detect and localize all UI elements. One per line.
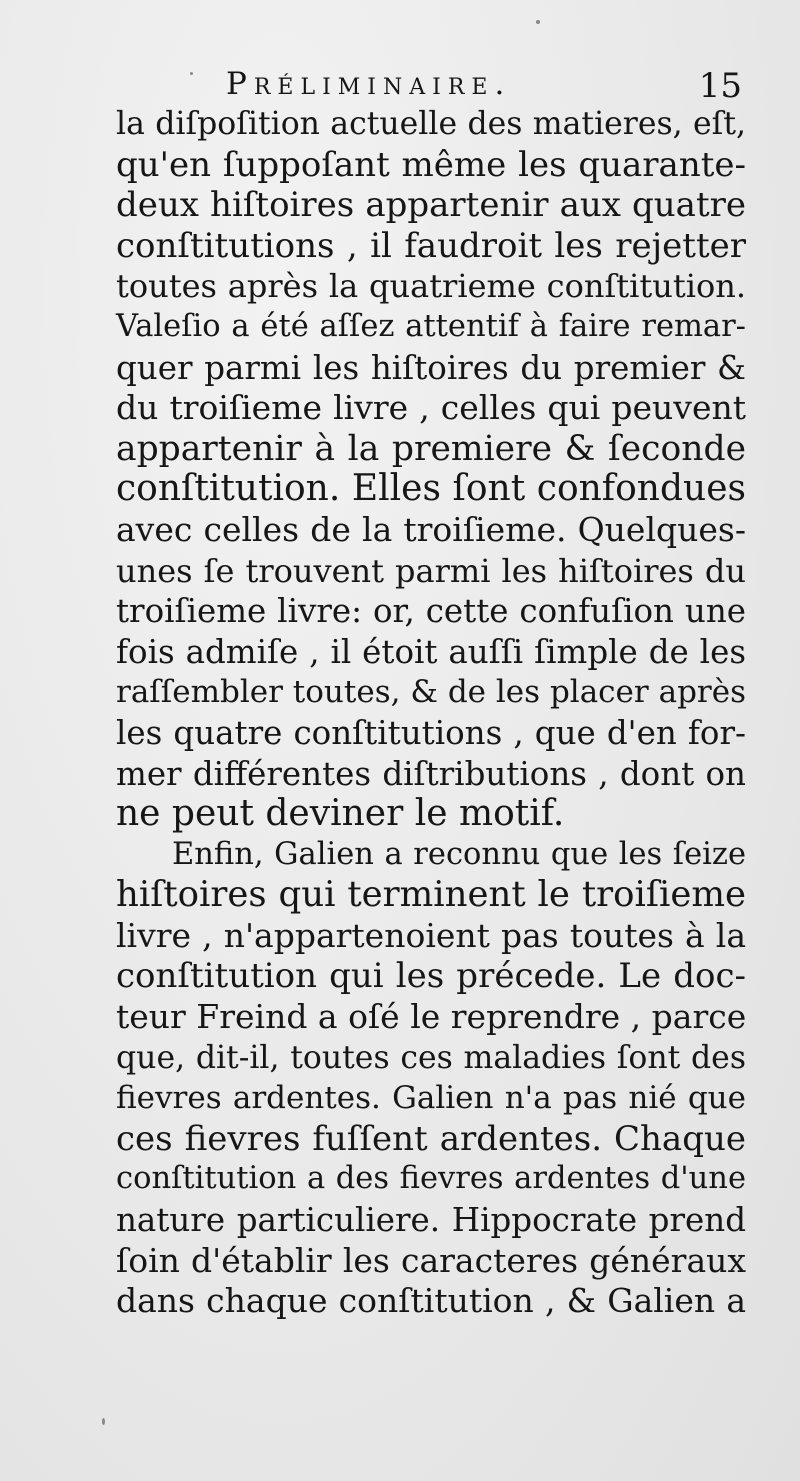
text-line: nature particuliere. Hippocrate prend (116, 1201, 746, 1240)
text-line: toutes après la quatrieme conſtitution. (116, 267, 746, 306)
paper-speck (102, 1418, 105, 1425)
text-line: du troiſieme livre , celles qui peuvent (116, 388, 746, 428)
text-line: mer différentes diſtributions , dont on (116, 754, 746, 793)
text-line: raſſembler toutes, & de les placer après (116, 674, 746, 711)
text-line: fois admiſe , il étoit auſſi ſimple de les (116, 632, 746, 671)
running-head: Préliminaire. (226, 66, 512, 102)
text-line: conſtitutions , il faudroit les rejetter (116, 225, 746, 266)
text-line: ne peut deviner le motif. (116, 793, 565, 835)
text-line: hiſtoires qui terminent le troiſieme (116, 874, 746, 916)
page-number: 15 (698, 66, 742, 106)
text-line: appartenir à la premiere & ſeconde (116, 428, 746, 469)
text-line: que, dit-il, toutes ces maladies ſont des (116, 1039, 746, 1076)
text-line: les quatre conſtitutions , que d'en for- (116, 713, 746, 752)
text-line: troiſieme livre: or, cette confuſion une (116, 592, 746, 631)
text-line: quer parmi les hiſtoires du premier & (116, 348, 746, 387)
paper-speck (190, 72, 193, 75)
text-line: deux hiſtoires appartenir aux quatre (116, 185, 746, 226)
paragraph-first-line: Enfin, Galien a reconnu que les ſeize (172, 836, 746, 872)
text-line: qu'en ſuppoſant même les quarante- (116, 144, 746, 185)
text-line: ces fievres fuſſent ardentes. Chaque (116, 1118, 746, 1159)
text-line: conſtitution qui les précede. Le doc- (116, 956, 746, 997)
paper-speck (536, 20, 540, 24)
text-line: fievres ardentes. Galien n'a pas nié que (116, 1080, 746, 1117)
text-line: ſoin d'établir les caracteres généraux (116, 1240, 746, 1280)
text-line: conſtitution a des fievres ardentes d'une (116, 1161, 746, 1197)
text-line: livre , n'appartenoient pas toutes à la (116, 915, 746, 955)
text-line: conſtitution. Elles ſont confondues (116, 468, 746, 510)
text-line: la diſpoſition actuelle des matieres, eſt, (116, 106, 746, 142)
text-line: Valeſio a été aſſez attentif à faire remar- (116, 308, 746, 344)
text-line: unes ſe trouvent parmi les hiſtoires du (116, 551, 746, 590)
body-text (116, 104, 746, 1322)
text-line: teur Freind a oſé le reprendre , parce (116, 997, 747, 1037)
text-line: avec celles de la troiſieme. Quelques- (116, 509, 746, 549)
text-line: dans chaque conſtitution , & Galien a (116, 1281, 746, 1321)
